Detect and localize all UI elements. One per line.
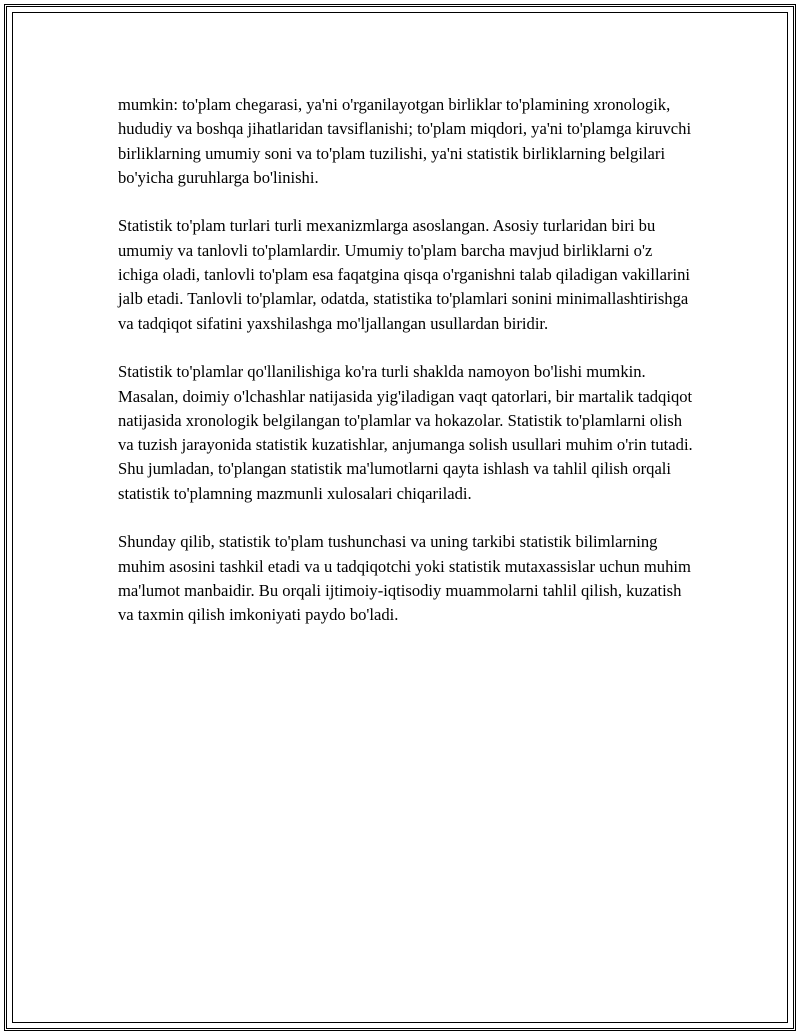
- paragraph-4: Shunday qilib, statistik to'plam tushunchasi va uning tarkibi statistik bilimlarning muhim asosini tashkil etadi va u tadqiqotchi yoki statistik mutaxassislar uchun muhim ma'lumot manbaidir. Bu orqali ijtimoiy-iqtisodiy muammolarni tahlil qilish, kuzatish va taxmin qilish imkoniyati paydo bo'ladi.: [118, 532, 691, 625]
- paragraph-3: Statistik to'plamlar qo'llanilishiga ko'ra turli shaklda namoyon bo'lishi mumkin. Masalan, doimiy o'lchashlar natijasida yig'iladigan vaqt qatorlari, bir martalik tadqiqot natijasida xronologik belgilangan to'plamlar va hokazolar. Statistik to'plamlarni olish va tuzish jarayonida statistik kuzatishlar, anjumanga solish usullari muhim o'rin tutadi. Shu jumladan, to'plangan statistik ma'lumotlarni qayta ishlash va tahlil qilish orqali statistik to'plamning mazmunli xulosalari chiqariladi.: [118, 362, 693, 503]
- paragraph-1: mumkin: to'plam chegarasi, ya'ni o'rganilayotgan birliklar to'plamining xronologik, hududiy va boshqa jihatlaridan tavsiflanishi; to'plam miqdori, ya'ni to'plamga kiruvchi birliklarning umumiy soni va to'plam tuzilishi, ya'ni statistik birliklarning belgilari bo'yicha guruhlarga bo'linishi.: [118, 95, 692, 187]
- document-body: [118, 93, 693, 652]
- paragraph-2: Statistik to'plam turlari turli mexanizmlarga asoslangan. Asosiy turlaridan biri bu umumiy va tanlovli to'plamlardir. Umumiy to'plam barcha mavjud birliklarni o'z ichiga oladi, tanlovli to'plam esa faqatgina qisqa o'rganishni talab qiladigan vakillarini jalb etadi. Tanlovli to'plamlar, odatda, statistika to'plamlari sonini minimallashtirishga va tadqiqot sifatini yaxshilashga mo'ljallangan usullardan biridir.: [118, 216, 691, 333]
